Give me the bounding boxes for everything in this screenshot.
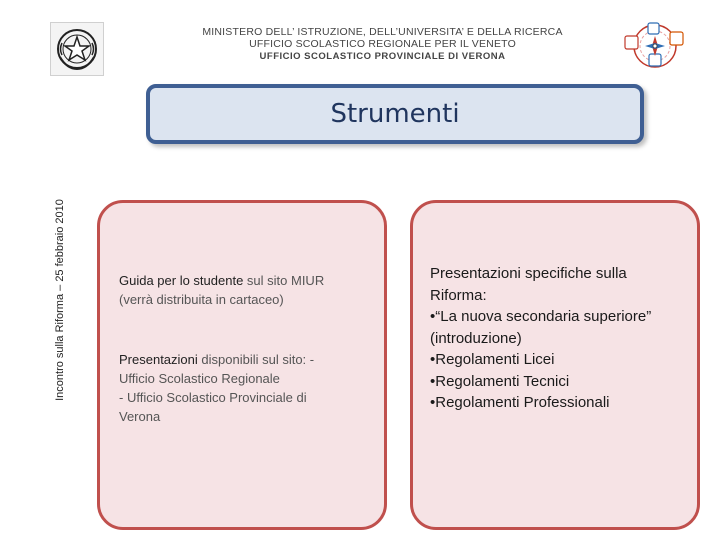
list-item: •“La nuova secondaria superiore” (430, 308, 652, 325)
presentations-source-city: Verona (119, 409, 161, 424)
list-item: •Regolamenti Licei (430, 351, 555, 368)
header-provincial-office: UFFICIO SCOLASTICO PROVINCIALE DI VERONA (259, 51, 506, 62)
left-card-paragraph-guide (119, 271, 374, 309)
presentations-label: Presentazioni (119, 352, 198, 367)
slide-title-box (146, 84, 644, 144)
list-item: (introduzione) (430, 329, 522, 347)
slide-title: Strumenti (330, 99, 460, 129)
presentations-source-regional: Ufficio Scolastico Regionale (119, 371, 280, 386)
presentations-source-provincial: - Ufficio Scolastico Provinciale di (119, 390, 307, 405)
presentations-intro: disponibili sul sito: - (197, 352, 315, 367)
right-card-list (430, 263, 692, 414)
list-item: •Regolamenti Tecnici (430, 372, 570, 390)
guide-label: Guida per lo studente (119, 273, 244, 288)
list-item: Riforma: (430, 286, 487, 304)
list-item: •Regolamenti Professionali (430, 394, 610, 411)
italian-republic-emblem-icon (50, 22, 104, 76)
guide-location: sul sito MIUR (243, 273, 325, 288)
side-event-label: Incontro sulla Riforma – 25 febbraio 2010 (54, 199, 66, 401)
list-item: Presentazioni specifiche sulla (430, 265, 627, 282)
left-card-paragraph-presentations (119, 350, 374, 426)
header-ministry: MINISTERO DELL’ ISTRUZIONE, DELL’UNIVERSITA’ E DELLA RICERCA (202, 26, 563, 38)
usp-verona-logo-icon (615, 18, 693, 72)
header-regional-office: UFFICIO SCOLASTICO REGIONALE PER IL VENETO (249, 38, 516, 50)
guide-note: (verrà distribuita in cartaceo) (119, 292, 284, 307)
